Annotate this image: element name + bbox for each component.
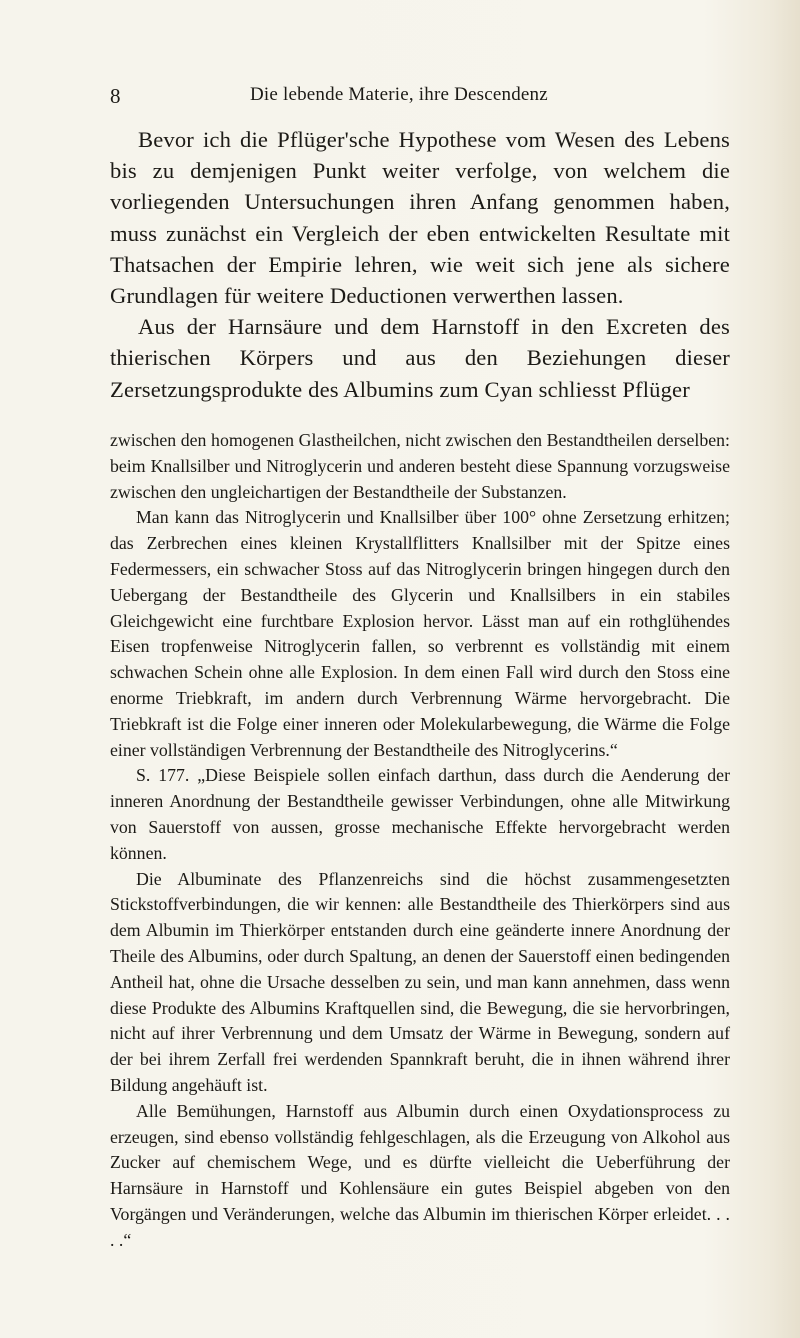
running-title: Die lebende Materie, ihre Descendenz <box>250 84 548 105</box>
main-paragraph: Bevor ich die Pflüger'sche Hypothese vom Wesen des Lebens bis zu demjenigen Punkt weiter verfolge, von welchem die vorliegenden Untersuchungen ihren Anfang genommen haben, muss zunächst ein Vergleich der eben entwickelten Resultate mit Thatsachen der Empirie lehren, wie weit sich jene als sichere Grundlagen für weitere Deductionen verwerthen lassen. <box>110 127 730 309</box>
quote-paragraph: zwischen den homogenen Glastheilchen, nicht zwischen den Bestandtheilen derselben: beim Knallsilber und Nitroglycerin und anderen besteht diese Spannung vorzugsweise zwischen den ungleichartigen der Bestandtheile der Substanzen. <box>110 430 730 502</box>
quote-paragraph: Alle Bemühungen, Harnstoff aus Albumin durch einen Oxydationsprocess zu erzeugen, sind ebenso vollständig fehlgeschlagen, als die Erzeugung von Alkohol aus Zucker auf chemischem Wege, und es dürfte vielleicht die Ueberführung der Harnsäure in Harnstoff und Kohlensäure ein gutes Beispiel abgeben von den Vorgängen und Veränderungen, welche das Albumin im thierischen Körper erleidet. . . . .“ <box>110 1100 730 1250</box>
main-text-block <box>110 124 730 405</box>
main-paragraph: Aus der Harnsäure und dem Harnstoff in den Excreten des thierischen Körpers und aus den Beziehungen dieser Zersetzungsprodukte des Albumins zum Cyan schliesst Pflüger <box>110 314 730 402</box>
quote-paragraph: S. 177. „Diese Beispiele sollen einfach darthun, dass durch die Aenderung der inneren Anordnung der Bestandtheile gewisser Verbindungen, ohne alle Mitwirkung von Sauerstoff von aussen, grosse mechanische Effekte hervorgebracht werden können. <box>110 765 730 863</box>
quote-paragraph: Die Albuminate des Pflanzenreichs sind die höchst zusammengesetzten Stickstoffverbindungen, die wir kennen: alle Bestandtheile des Thierkörpers sind aus dem Albumin im Thierkörper entstanden durch eine geänderte innere Anordnung der Theile des Albumins, oder durch Spaltung, an denen der Sauerstoff einen bedingenden Antheil hat, ohne die Ursache desselben zu sein, und man kann annehmen, dass wenn diese Produkte des Albumins Kraftquellen sind, die Bewegung, die sie hervorbringen, nicht auf ihrer Verbrennung und dem Umsatz der Wärme in Bewegung, sondern auf der bei ihrem Zerfall frei werdenden Spannkraft beruht, die in ihnen während ihrer Bildung angehäuft ist. <box>110 868 730 1095</box>
page-number: 8 <box>110 84 121 108</box>
quote-paragraph: Man kann das Nitroglycerin und Knallsilber über 100° ohne Zersetzung erhitzen; das Zerbrechen eines kleinen Krystallflitters Knallsilber mit der Spitze eines Federmessers, ein schwacher Stoss auf das Nitroglycerin bringen hingegen durch den Uebergang der Bestandtheile des Glycerin und Knallsilbers in ein stabiles Gleichgewicht eine furchtbare Explosion hervor. Lässt man auf ein rothglühendes Eisen tropfenweise Nitroglycerin fallen, so verbrennt es vollständig mit einem schwachen Schein ohne alle Explosion. In dem einen Fall wird durch den Stoss eine enorme Triebkraft, im andern durch Verbrennung Wärme hervorgebracht. Die Triebkraft ist die Folge einer inneren oder Molekularbewegung, die Wärme die Folge einer vollständigen Verbrennung der Bestandtheile des Nitroglycerins.“ <box>110 507 730 760</box>
quoted-text-block <box>110 428 730 1254</box>
page-header <box>110 84 730 114</box>
